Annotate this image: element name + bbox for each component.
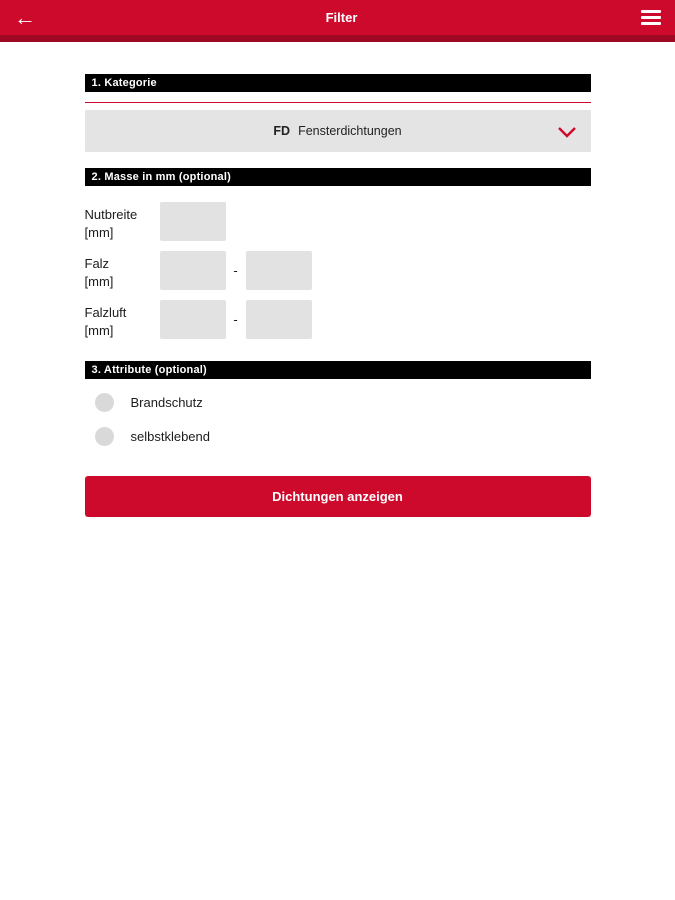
attribute-options: [85, 393, 591, 446]
falzluft-max-input[interactable]: [246, 300, 312, 339]
field-unit: [mm]: [84, 224, 114, 240]
radio-circle-icon[interactable]: [95, 427, 114, 446]
show-seals-button[interactable]: Dichtungen anzeigen: [85, 476, 591, 517]
app-bar: [0, 0, 675, 35]
select-top-divider: [85, 102, 591, 103]
category-select-wrap: [85, 102, 591, 152]
field-row-falz: [85, 251, 591, 290]
hamburger-bar: [641, 16, 661, 19]
field-label: [85, 251, 160, 290]
field-unit: [mm]: [84, 273, 114, 289]
field-label: [85, 300, 160, 339]
section-header-masse: 2. Masse in mm (optional): [85, 168, 591, 186]
field-row-nutbreite: [85, 202, 591, 241]
range-separator: -: [233, 312, 238, 328]
chevron-down-icon: [557, 125, 577, 143]
category-name: Fensterdichtungen: [298, 124, 402, 138]
falz-min-input[interactable]: [160, 251, 226, 290]
page-title: Filter: [325, 10, 358, 25]
attribute-option-selbstklebend[interactable]: [95, 427, 591, 446]
section-header-kategorie: 1. Kategorie: [85, 74, 591, 92]
falzluft-min-input[interactable]: [160, 300, 226, 339]
falz-max-input[interactable]: [246, 251, 312, 290]
hamburger-menu-icon[interactable]: [639, 10, 661, 25]
back-arrow-icon[interactable]: ←: [14, 4, 36, 30]
filter-form: [85, 42, 591, 517]
attribute-option-brandschutz[interactable]: [95, 393, 591, 412]
attribute-label: selbstklebend: [130, 429, 210, 445]
hamburger-bar: [641, 10, 661, 13]
field-unit: [mm]: [84, 322, 114, 338]
category-dropdown[interactable]: [85, 110, 591, 152]
section-header-attribute: 3. Attribute (optional): [85, 361, 591, 379]
hamburger-bar: [641, 22, 661, 25]
nutbreite-input[interactable]: [160, 202, 226, 241]
field-label-text: Falz: [84, 256, 110, 272]
field-row-falzluft: [85, 300, 591, 339]
radio-circle-icon[interactable]: [95, 393, 114, 412]
range-separator: -: [233, 263, 238, 279]
field-label: [85, 202, 160, 241]
app-bar-shadow: [0, 35, 675, 42]
field-label-text: Falzluft: [84, 305, 127, 321]
category-code: FD: [273, 124, 291, 138]
dimension-fields: [85, 202, 591, 339]
attribute-label: Brandschutz: [130, 395, 203, 411]
field-label-text: Nutbreite: [84, 207, 138, 222]
